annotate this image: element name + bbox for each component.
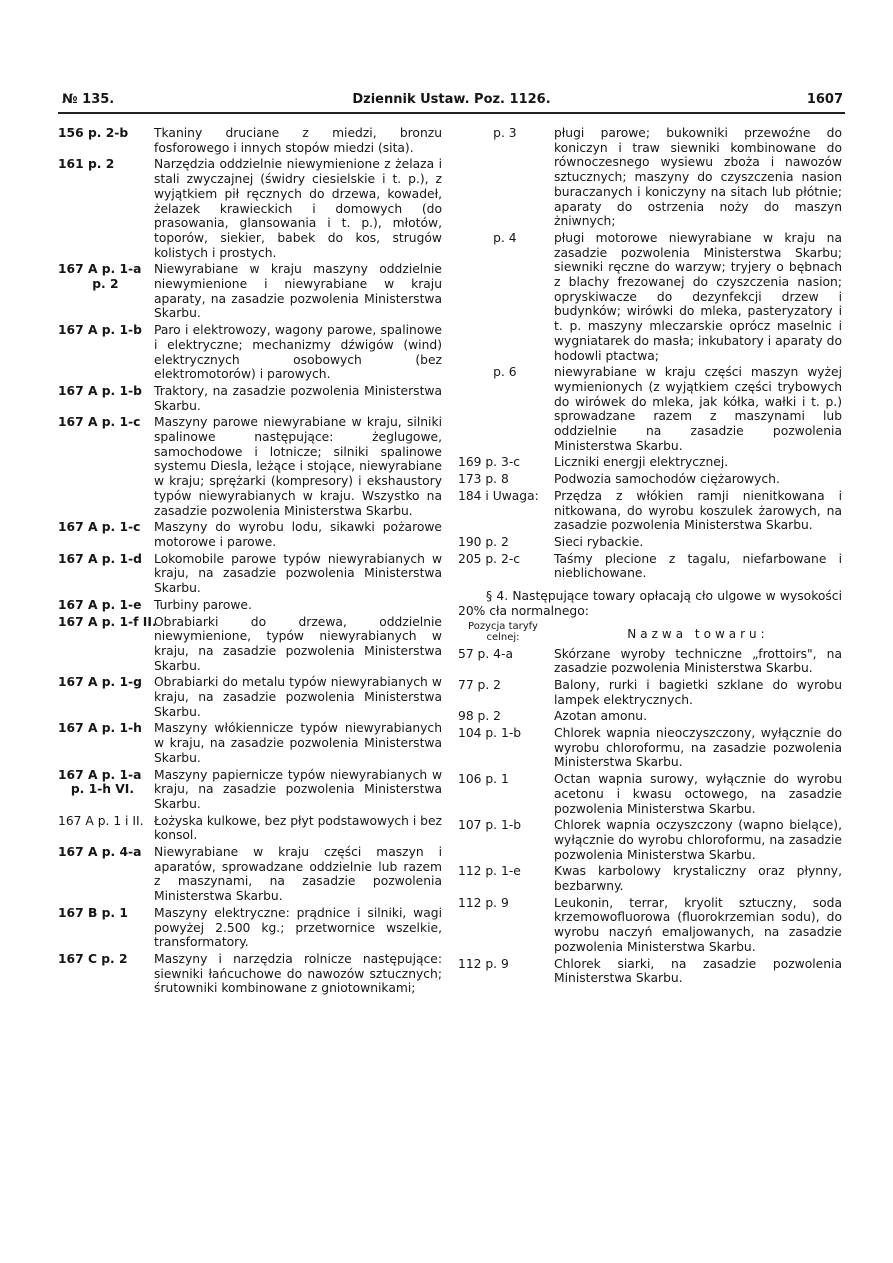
tariff-position: 167 A p. 1-g (58, 675, 142, 690)
goods-description: Niewyrabiane w kraju maszyny oddzielnie niewymienione i niewyrabiane w kraju aparaty, na zasadzie pozwolenia Ministerstwa Skarbu. (154, 262, 442, 321)
table-header (458, 621, 842, 647)
column-header-name: Nazwa towaru: (627, 626, 769, 641)
goods-description: Kwas karbolowy krystaliczny oraz płynny, bezbarwny. (554, 864, 842, 894)
tariff-position: 167 C p. 2 (58, 951, 128, 966)
goods-description: Niewyrabiane w kraju części maszyn i aparatów, sprowadzane oddzielnie lub razem z maszynami, na zasadzie pozwolenia Ministerstwa Skarbu. (154, 845, 442, 904)
tariff-position: 169 p. 3-c (458, 455, 521, 470)
goods-description: pługi motorowe niewyrabiane w kraju na zasadzie pozwolenia Ministerstwa Skarbu; siewniki ręczne do warzyw; tryjery o bębnach z blachy frezowanej do czyszczenia nasion; opryskiwacze do dezynfekcji drzew i budynków; wirówki do mleka, pasteryzatory i t. p. maszyny mleczarskie oprócz maselnic i wygniatarek do masła; inkubatory i aparaty do hodowli ptactwa; (554, 230, 842, 363)
tariff-position: 167 A p. 4-a (58, 845, 142, 860)
tariff-position: 167 A p. 1 i II. (58, 813, 144, 828)
tariff-entry (458, 472, 842, 487)
tariff-position: 106 p. 1 (458, 772, 509, 787)
tariff-entry (458, 818, 842, 862)
tariff-position: 167 A p. 1-e (58, 597, 142, 612)
tariff-position: 167 A p. 1-h (58, 721, 142, 736)
goods-description: Chlorek siarki, na zasadzie pozwolenia Ministerstwa Skarbu. (554, 956, 842, 986)
tariff-entry (458, 957, 842, 986)
tariff-position: 167 A p. 1-b (58, 323, 142, 338)
goods-description: Chlorek wapnia oczyszczony (wapno bielące), wyłącznie do wyrobu chloroformu, na zasadzie pozwolenia Ministerstwa Skarbu. (554, 818, 842, 862)
tariff-entry (458, 896, 842, 955)
tariff-position: 167 B p. 1 (58, 905, 128, 920)
goods-description: Azotan amonu. (554, 709, 647, 724)
goods-description: Sieci rybackie. (554, 534, 644, 549)
goods-description: niewyrabiane w kraju części maszyn wyżej wymienionych (z wyjątkiem części trybowych do wirówek do mleka, jak kółka, wałki i t. p.) sprowadzane razem z maszynami lub oddzielnie na zasadzie pozwolenia Ministerstwa Skarbu. (554, 365, 842, 453)
journal-title: Dziennik Ustaw. Poz. 1126. (352, 92, 551, 107)
tariff-entry (458, 535, 842, 550)
issue-number: № 135. (62, 92, 115, 107)
page-number: 1607 (806, 92, 843, 107)
left-column (58, 126, 442, 998)
tariff-entry (58, 262, 442, 321)
tariff-entry (58, 520, 442, 549)
tariff-position: 167 A p. 1-d (58, 551, 142, 566)
tariff-entry (58, 675, 442, 719)
tariff-entry (58, 415, 442, 518)
tariff-entry (58, 845, 442, 904)
tariff-entry (458, 678, 842, 707)
right-column (458, 126, 842, 988)
tariff-position: 112 p. 9 (458, 956, 509, 971)
goods-description: Tkaniny druciane z miedzi, bronzu fosforowego i innych stopów miedzi (sita). (154, 126, 442, 155)
goods-description: Skórzane wyroby techniczne „frottoirs", na zasadzie pozwolenia Ministerstwa Skarbu. (554, 646, 842, 676)
goods-description: Traktory, na zasadzie pozwolenia Ministerstwa Skarbu. (154, 383, 442, 413)
tariff-position: 173 p. 8 (458, 472, 509, 487)
goods-description: Maszyny do wyrobu lodu, sikawki pożarowe motorowe i parowe. (154, 520, 442, 549)
tariff-entry (458, 365, 842, 453)
tariff-entry (458, 552, 842, 581)
goods-description: Maszyny papiernicze typów niewyrabianych w kraju, na zasadzie pozwolenia Ministerstwa Skarbu. (154, 767, 442, 811)
tariff-entry (458, 864, 842, 893)
goods-description: Maszyny parowe niewyrabiane w kraju, silniki spalinowe następujące: żeglugowe, samochodowe i lotnicze; silniki spalinowe systemu Diesla, leżące i stojące, niewyrabiane w kraju; sprężarki (kompresory) i ekshaustory typów niewyrabianych w kraju. Wszystko na zasadzie pozwolenia Ministerstwa Skarbu. (154, 415, 442, 518)
section-4-intro: § 4. Następujące towary opłacają cło ulgowe w wysokości 20% cła normalnego: (458, 589, 842, 618)
goods-description: Leukonin, terrar, kryolit sztuczny, soda krzemowofluorowa (fluorokrzemian sodu), do wyrobu naczyń emaljowanych, na zasadzie pozwolenia Ministerstwa Skarbu. (554, 895, 842, 954)
tariff-position: 104 p. 1-b (458, 726, 522, 741)
tariff-position: 98 p. 2 (458, 709, 502, 724)
tariff-position: p. 3 (458, 126, 517, 140)
header-rule (58, 112, 845, 114)
tariff-position: p. 4 (458, 230, 517, 245)
tariff-entry (58, 814, 442, 843)
tariff-position: 161 p. 2 (58, 157, 115, 172)
tariff-position: 167 A p. 1-f II. (58, 614, 157, 629)
goods-description: Octan wapnia surowy, wyłącznie do wyrobu acetonu i kwasu octowego, na zasadzie pozwolenia Ministerstwa Skarbu. (554, 772, 842, 816)
tariff-entry (458, 726, 842, 770)
tariff-entry (58, 906, 442, 950)
tariff-entry (458, 647, 842, 676)
goods-description: Narzędzia oddzielnie niewymienione z żelaza i stali zwyczajnej (świdry ciesielskie i t. p.), z wyjątkiem pił ręcznych do drzewa, kowadeł, żelazek krawieckich i domowych (do prasowania, glansowania i t. p.), młotów, toporów, siekier, babek do kos, strugów kolistych i prostych. (154, 157, 442, 260)
tariff-entry (58, 384, 442, 413)
tariff-entry (58, 323, 442, 382)
tariff-position: 77 p. 2 (458, 677, 502, 692)
goods-description: Lokomobile parowe typów niewyrabianych w kraju, na zasadzie pozwolenia Ministerstwa Skarbu. (154, 551, 442, 596)
tariff-position: 167 A p. 1-c (58, 415, 141, 430)
goods-description: Taśmy plecione z tagalu, niefarbowane i nieblichowane. (554, 551, 842, 581)
tariff-entry (58, 721, 442, 765)
tariff-entry (58, 768, 442, 812)
tariff-entry (58, 126, 442, 155)
tariff-position: 112 p. 9 (458, 895, 509, 910)
goods-description: Chlorek wapnia nieoczyszczony, wyłącznie do wyrobu chloroformu, na zasadzie pozwolenia Ministerstwa Skarbu. (554, 726, 842, 770)
goods-description: pługi parowe; bukowniki przewoźne do koniczyn i traw siewniki kombinowane do równoczesnego wysiewu zboża i nawozów sztucznych; maszyny do czyszczenia nasion buraczanych i koniczyny na sitach lub płótnie; aparaty do ostrzenia noży do maszyn żniwnych; (554, 126, 842, 229)
goods-description: Balony, rurki i bagietki szklane do wyrobu lampek elektrycznych. (554, 677, 842, 707)
tariff-entry (458, 126, 842, 229)
tariff-entry (458, 231, 842, 363)
goods-description: Turbiny parowe. (154, 597, 252, 612)
tariff-entry (58, 157, 442, 260)
goods-description: Podwozia samochodów ciężarowych. (554, 472, 780, 487)
tariff-position: p. 6 (458, 365, 517, 380)
goods-description: Przędza z włókien ramji nienitkowana i nitkowana, do wyrobu koszulek żarowych, na zasadzie pozwolenia Ministerstwa Skarbu. (554, 488, 842, 533)
goods-description: Maszyny elektryczne: prądnice i silniki, wagi powyżej 2.500 kg.; przetwornice wszelkie, transformatory. (154, 905, 442, 950)
tariff-entry (58, 598, 442, 613)
tariff-position: 184 i Uwaga: (458, 488, 539, 503)
tariff-entry (58, 552, 442, 596)
tariff-entry (58, 952, 442, 996)
goods-description: Liczniki energji elektrycznej. (554, 455, 729, 470)
tariff-position: 167 A p. 1-a p. 1-h VI. (58, 767, 142, 797)
tariff-entry (458, 772, 842, 816)
tariff-position: 205 p. 2-c (458, 551, 521, 566)
goods-description: Paro i elektrowozy, wagony parowe, spalinowe i elektryczne; mechanizmy dźwigów (wind) elektrycznych osobowych (bez elektromotorów) i parowych. (154, 323, 442, 382)
tariff-entry (458, 455, 842, 470)
tariff-position: 167 A p. 1-b (58, 383, 142, 398)
tariff-position: 57 p. 4-a (458, 646, 513, 661)
tariff-position: 167 A p. 1-a p. 2 (58, 262, 142, 292)
tariff-position: 107 p. 1-b (458, 818, 522, 833)
tariff-entry (58, 615, 442, 674)
goods-description: Maszyny i narzędzia rolnicze następujące: siewniki łańcuchowe do nawozów sztucznych; śrutowniki kombinowane z gniotownikami; (154, 951, 442, 996)
tariff-position: 190 p. 2 (458, 534, 509, 549)
tariff-entry (458, 489, 842, 533)
tariff-position: 167 A p. 1-c (58, 520, 141, 535)
goods-description: Maszyny włókiennicze typów niewyrabianych w kraju, na zasadzie pozwolenia Ministerstwa Skarbu. (154, 721, 442, 765)
tariff-entry (458, 709, 842, 724)
column-header-position: Pozycja taryfy celnej: (468, 620, 538, 643)
goods-description: Obrabiarki do metalu typów niewyrabianych w kraju, na zasadzie pozwolenia Ministerstwa Skarbu. (154, 675, 442, 719)
tariff-position: 156 p. 2-b (58, 126, 129, 140)
page-header (60, 92, 843, 114)
goods-description: Łożyska kulkowe, bez płyt podstawowych i bez konsol. (154, 813, 442, 843)
tariff-position: 112 p. 1-e (458, 864, 521, 879)
goods-description: Obrabiarki do drzewa, oddzielnie niewymienione, typów niewyrabianych w kraju, na zasadzie pozwolenia Ministerstwa Skarbu. (154, 614, 442, 673)
